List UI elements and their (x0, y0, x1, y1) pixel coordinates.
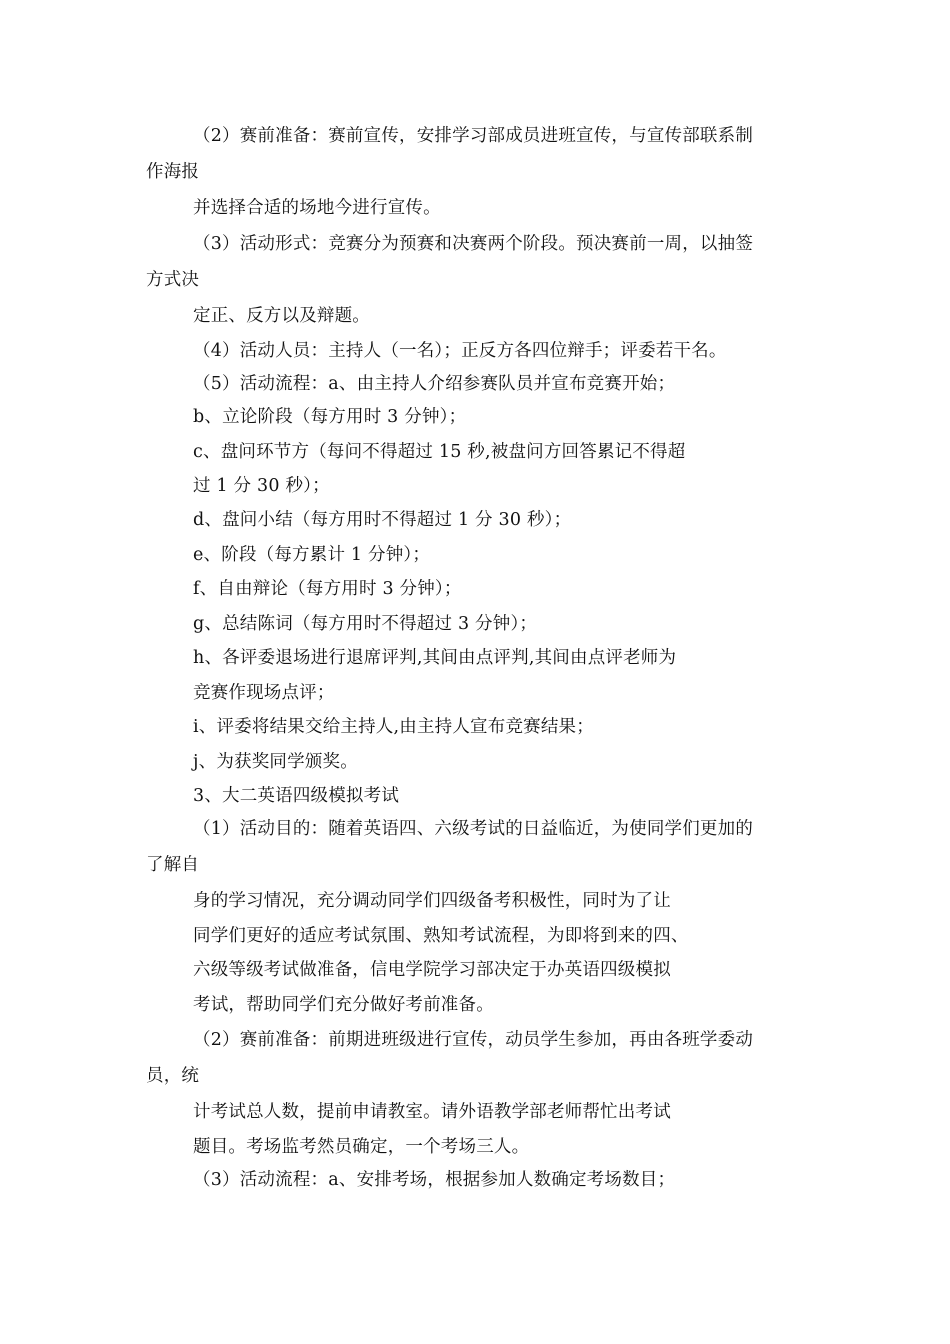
paragraph-line: c、盘问环节方（每问不得超过 15 秒,被盘问方回答累记不得超 (193, 442, 686, 462)
paragraph-line: 竞赛作现场点评； (193, 683, 335, 703)
paragraph-line: 作海报 (146, 162, 200, 182)
paragraph-line: 员，统 (146, 1066, 200, 1086)
section-heading: 3、大二英语四级模拟考试 (193, 786, 400, 806)
paragraph-line: 过 1 分 30 秒）； (193, 476, 330, 496)
paragraph-line: 题目。考场监考然员确定，一个考场三人。 (193, 1137, 530, 1157)
paragraph-line: 同学们更好的适应考试氛围、熟知考试流程，为即将到来的四、 (193, 926, 689, 946)
paragraph-line: 六级等级考试做准备，信电学院学习部决定于办英语四级模拟 (193, 960, 671, 980)
paragraph-line: b、立论阶段（每方用时 3 分钟）； (193, 407, 467, 427)
paragraph-line: j、为获奖同学颁奖。 (193, 752, 358, 772)
paragraph-line: 了解自 (146, 855, 200, 875)
paragraph-line: d、盘问小结（每方用时不得超过 1 分 30 秒）； (193, 510, 572, 530)
paragraph-line: 考试，帮助同学们充分做好考前准备。 (193, 995, 494, 1015)
paragraph-line: i、评委将结果交给主持人,由主持人宣布竞赛结果； (193, 717, 594, 737)
paragraph-line: 方式决 (146, 270, 200, 290)
paragraph-line: （1）活动目的：随着英语四、六级考试的日益临近，为使同学们更加的 (193, 819, 754, 839)
paragraph-line: 并选择合适的场地今进行宣传。 (193, 198, 441, 218)
paragraph-line: e、阶段（每方累计 1 分钟）； (193, 545, 431, 565)
paragraph-line: g、总结陈词（每方用时不得超过 3 分钟）； (193, 614, 538, 634)
paragraph-line: h、各评委退场进行退席评判,其间由点评判,其间由点评老师为 (193, 648, 677, 668)
paragraph-line: 身的学习情况，充分调动同学们四级备考积极性，同时为了让 (193, 891, 671, 911)
paragraph-line: （4）活动人员：主持人（一名）；正反方各四位辩手；评委若干名。 (193, 341, 727, 361)
paragraph-line: （5）活动流程：a、由主持人介绍参赛队员并宣布竞赛开始； (193, 374, 676, 394)
paragraph-line: 定正、反方以及辩题。 (193, 306, 370, 326)
paragraph-line: 计考试总人数，提前申请教室。请外语教学部老师帮忙出考试 (193, 1102, 671, 1122)
paragraph-line: f、自由辩论（每方用时 3 分钟）； (193, 579, 462, 599)
paragraph-line: （2）赛前准备：赛前宣传，安排学习部成员进班宣传，与宣传部联系制 (193, 126, 754, 146)
paragraph-line: （3）活动流程：a、安排考场，根据参加人数确定考场数目； (193, 1170, 676, 1190)
paragraph-line: （3）活动形式：竞赛分为预赛和决赛两个阶段。预决赛前一周，以抽签 (193, 234, 754, 254)
paragraph-line: （2）赛前准备：前期进班级进行宣传，动员学生参加，再由各班学委动 (193, 1030, 754, 1050)
